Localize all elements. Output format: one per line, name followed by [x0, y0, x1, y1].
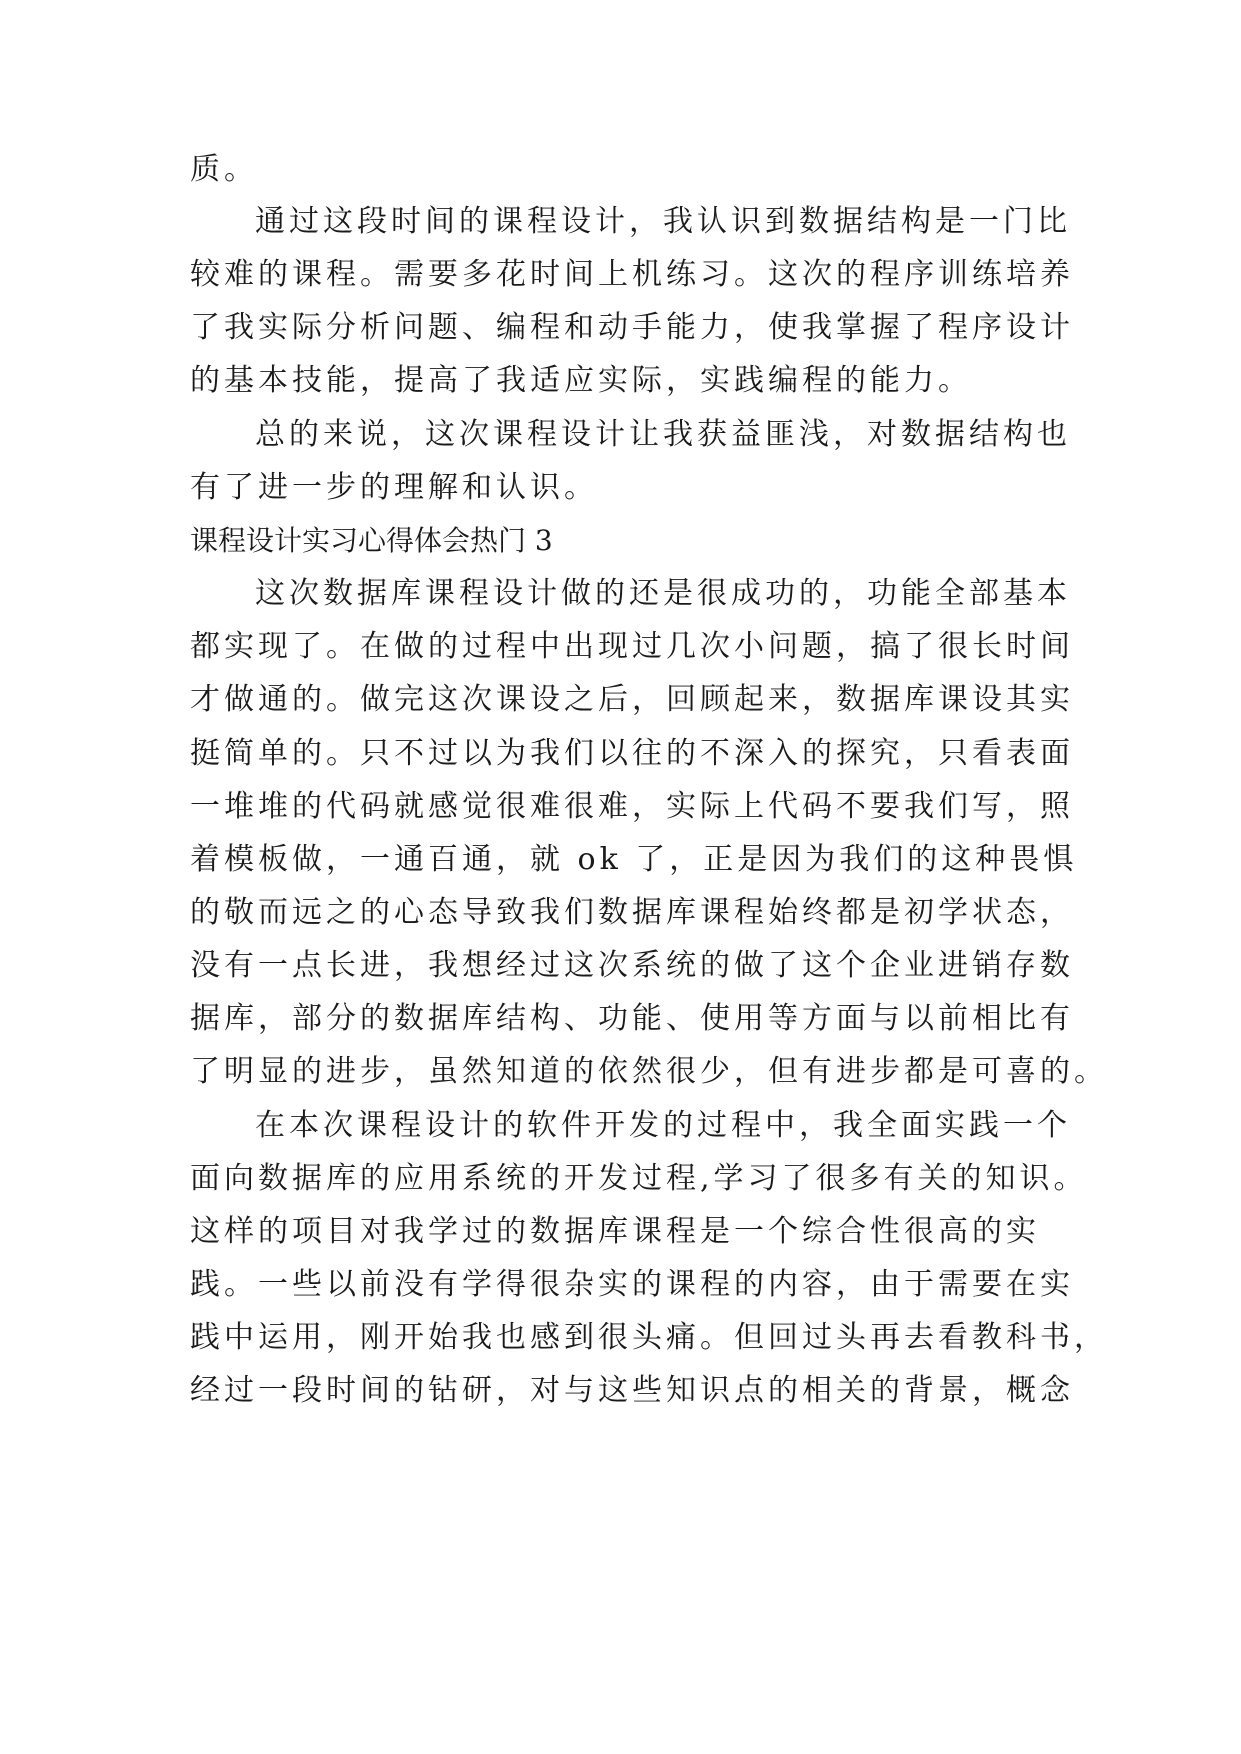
paragraph-line: 践中运用，刚开始我也感到很头痛。但回过头再去看教科书， — [190, 1320, 1108, 1355]
paragraph-line: 面向数据库的应用系统的开发过程,学习了很多有关的知识。 — [190, 1161, 1088, 1196]
paragraph-line: 这次数据库课程设计做的还是很成功的，功能全部基本 — [255, 576, 1071, 611]
paragraph-line: 一堆堆的代码就感觉很难很难，实际上代码不要我们写，照 — [190, 789, 1074, 824]
paragraph-line: 的基本技能，提高了我适应实际，实践编程的能力。 — [190, 363, 972, 398]
paragraph-line: 在本次课程设计的软件开发的过程中，我全面实践一个 — [255, 1108, 1071, 1143]
paragraph-line: 都实现了。在做的过程中出现过几次小问题，搞了很长时间 — [190, 629, 1074, 664]
section-heading: 课程设计实习心得体会热门 3 — [190, 524, 553, 557]
paragraph-line: 才做通的。做完这次课设之后，回顾起来，数据库课设其实 — [190, 682, 1074, 717]
paragraph-line: 了我实际分析问题、编程和动手能力，使我掌握了程序设计 — [190, 310, 1074, 345]
paragraph-line: 着模板做，一通百通，就 ok 了，正是因为我们的这种畏惧 — [190, 842, 1078, 877]
paragraph-line: 较难的课程。需要多花时间上机练习。这次的程序训练培养 — [190, 257, 1074, 292]
paragraph-line: 的敬而远之的心态导致我们数据库课程始终都是初学状态， — [190, 895, 1074, 930]
paragraph-line: 通过这段时间的课程设计，我认识到数据结构是一门比 — [255, 204, 1071, 239]
paragraph-line: 了明显的进步，虽然知道的依然很少，但有进步都是可喜的。 — [190, 1054, 1108, 1089]
paragraph-line: 有了进一步的理解和认识。 — [190, 470, 598, 505]
paragraph-line: 没有一点长进，我想经过这次系统的做了这个企业进销存数 — [190, 948, 1074, 983]
paragraph-line: 总的来说，这次课程设计让我获益匪浅，对数据结构也 — [255, 417, 1071, 452]
paragraph-line: 这样的项目对我学过的数据库课程是一个综合性很高的实 — [190, 1214, 1040, 1249]
paragraph-line: 践。一些以前没有学得很杂实的课程的内容，由于需要在实 — [190, 1267, 1074, 1302]
paragraph-line: 经过一段时间的钻研，对与这些知识点的相关的背景，概念 — [190, 1373, 1074, 1408]
paragraph-line: 质。 — [190, 152, 258, 187]
paragraph-line: 据库，部分的数据库结构、功能、使用等方面与以前相比有 — [190, 1001, 1074, 1036]
paragraph-line: 挺简单的。只不过以为我们以往的不深入的探究，只看表面 — [190, 736, 1074, 771]
